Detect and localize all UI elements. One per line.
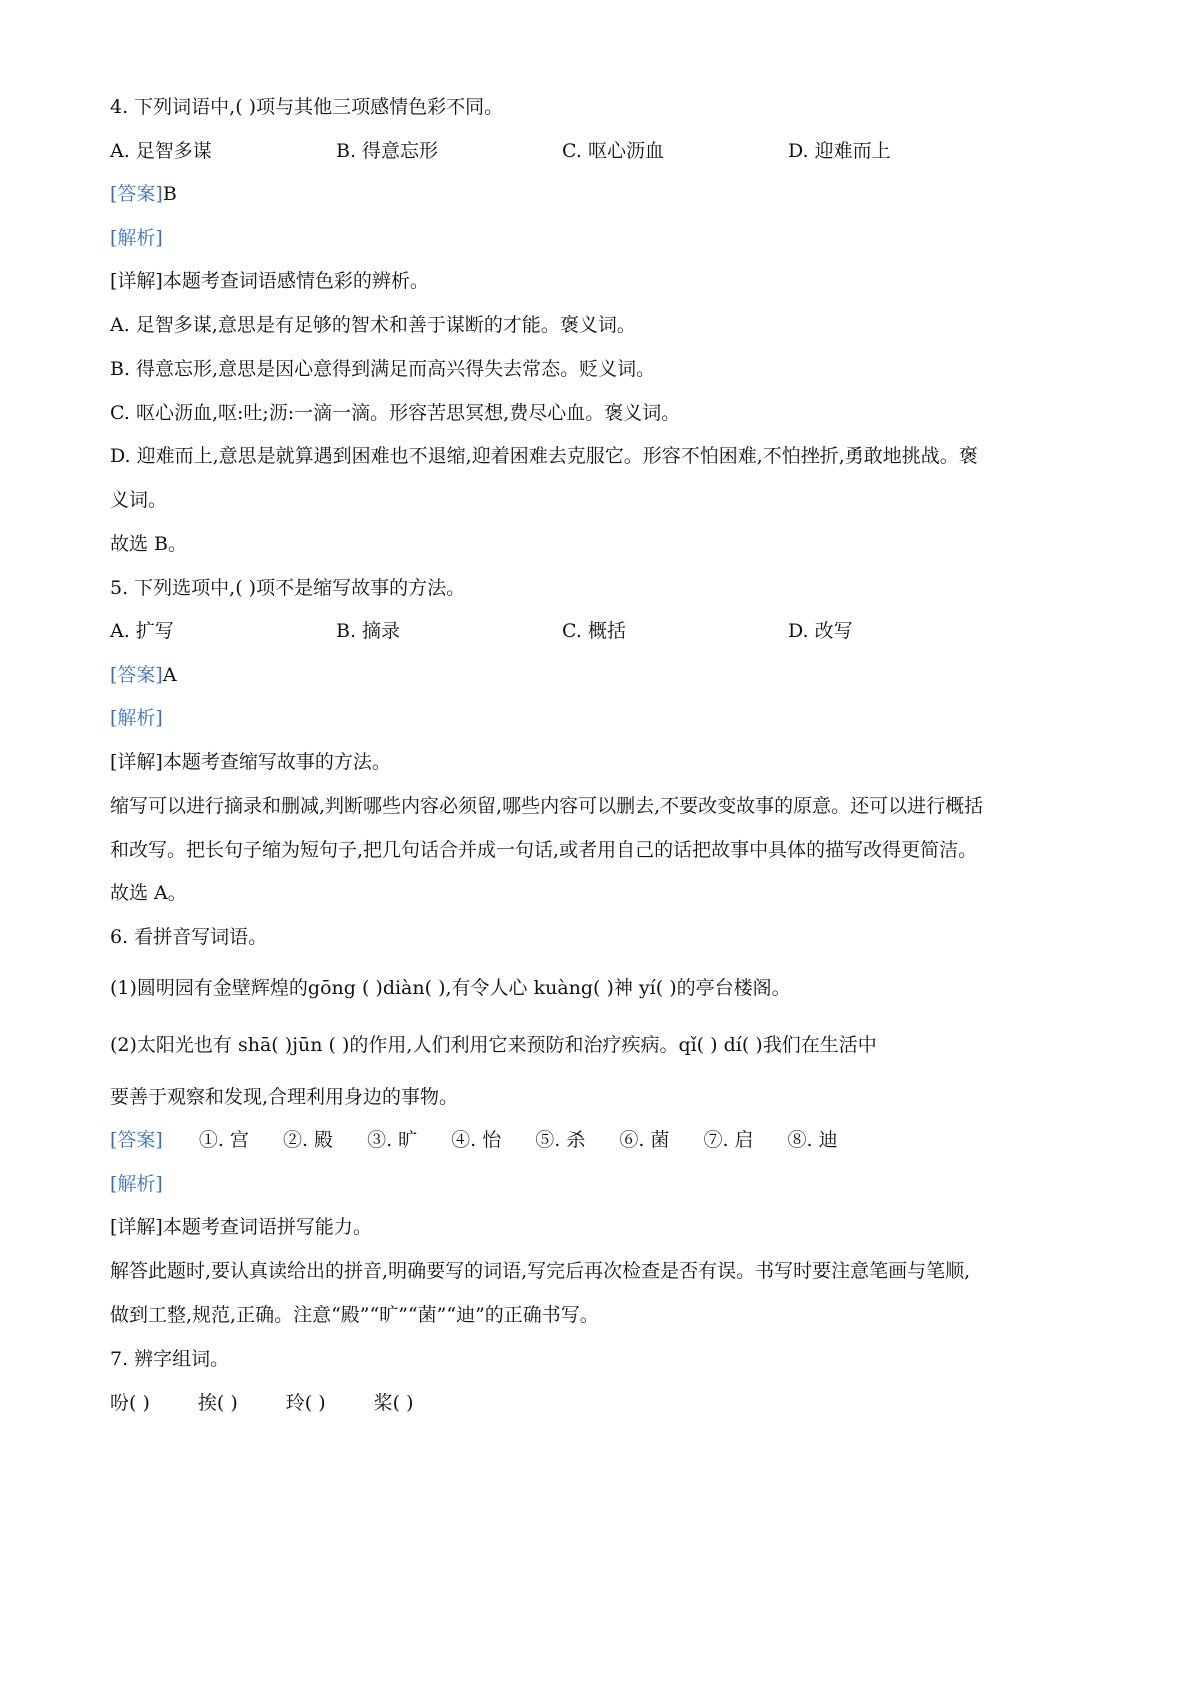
q4-line-b: B. 得意忘形,意思是因心意得到满足而高兴得失去常态。贬义词。: [110, 358, 656, 380]
q4-options: [110, 138, 1100, 164]
answer-value: A: [162, 664, 177, 686]
q7-item-2: 挨( ): [197, 1392, 238, 1414]
detail-text: 本题考查缩写故事的方法。: [162, 751, 391, 773]
q6-answer-7: ⑦. 启: [703, 1129, 754, 1151]
q5-option-d: D. 改写: [788, 620, 853, 642]
q4-answer: [110, 181, 177, 207]
q6-line-2: 做到工整,规范,正确。注意“殿”“旷”“菌”“迪”的正确书写。: [110, 1304, 599, 1326]
q6-detail: [110, 1214, 372, 1240]
answer-tag: [答案]: [110, 664, 163, 686]
q6-answer-8: ⑧. 迪: [787, 1129, 838, 1151]
q6-sentence-2: (2)太阳光也有 shā( )jūn ( )的作用,人们利用它来预防和治疗疾病。qǐ( ) dí( )我们在生活中: [110, 1034, 877, 1056]
q5-detail: [110, 749, 391, 775]
q5-analysis-tag: [解析]: [110, 707, 163, 729]
q6-sentence-1: (1)圆明园有金壁辉煌的gōng ( )diàn( ),有令人心 kuàng( )神 yí( )的亭台楼阁。: [110, 977, 791, 999]
q6-answer-3: ③. 旷: [367, 1129, 418, 1151]
detail-tag: [详解]: [110, 751, 163, 773]
q5-option-a: A. 扩写: [110, 620, 174, 642]
q7-item-1: 吩( ): [110, 1392, 150, 1414]
q7-item-4: 桨( ): [373, 1392, 414, 1414]
q4-line-a: A. 足智多谋,意思是有足够的智术和善于谋断的才能。褒义词。: [110, 314, 636, 336]
detail-text: 本题考查词语拼写能力。: [162, 1216, 372, 1238]
detail-tag: [详解]: [110, 270, 163, 292]
answer-tag: [答案]: [110, 183, 163, 205]
q6-answer-1: ①. 宫: [198, 1129, 249, 1151]
q6-answer-4: ④. 怡: [451, 1129, 502, 1151]
q4-option-b: B. 得意忘形: [336, 140, 439, 162]
q5-line-2: 和改写。把长句子缩为短句子,把几句话合并成一句话,或者用自己的话把故事中具体的描写改得更简洁。: [110, 839, 978, 861]
q5-options: [110, 618, 1100, 644]
q6-answer-6: ⑥. 菌: [619, 1129, 670, 1151]
q5-line-1: 缩写可以进行摘录和删减,判断哪些内容必须留,哪些内容可以删去,不要改变故事的原意。还可以进行概括: [110, 795, 984, 817]
q4-conclusion: 故选 B。: [110, 533, 188, 555]
q7-items: [110, 1390, 462, 1416]
q6-answer-5: ⑤. 杀: [535, 1129, 586, 1151]
q7-item-3: 玲( ): [285, 1392, 326, 1414]
q4-option-c: C. 呕心沥血: [562, 140, 664, 162]
q5-conclusion: 故选 A。: [110, 882, 187, 904]
q6-answer: [110, 1127, 872, 1153]
q4-option-d: D. 迎难而上: [788, 140, 891, 162]
q4-option-a: A. 足智多谋: [110, 140, 212, 162]
q7-stem: 7. 辨字组词。: [110, 1348, 230, 1370]
q4-detail: [110, 268, 429, 294]
detail-text: 本题考查词语感情色彩的辨析。: [162, 270, 429, 292]
detail-tag: [详解]: [110, 1216, 163, 1238]
q5-answer: [110, 662, 177, 688]
q6-answer-list: [199, 1127, 872, 1153]
q4-line-c: C. 呕心沥血,呕:吐;沥:一滴一滴。形容苦思冥想,费尽心血。褒义词。: [110, 402, 681, 424]
q4-line-d-cont: 义词。: [110, 489, 168, 511]
answer-tag: [答案]: [110, 1129, 163, 1151]
q4-line-d: D. 迎难而上,意思是就算遇到困难也不退缩,迎着困难去克服它。形容不怕困难,不怕挫折,勇敢地挑战。褒: [110, 445, 978, 467]
q6-answer-2: ②. 殿: [282, 1129, 334, 1151]
q5-stem: 5. 下列选项中,( )项不是缩写故事的方法。: [110, 577, 466, 599]
q5-option-b: B. 摘录: [336, 620, 401, 642]
q4-stem: 4. 下列词语中,( )项与其他三项感情色彩不同。: [110, 96, 504, 118]
q6-sentence-2-cont: 要善于观察和发现,合理利用身边的事物。: [110, 1086, 459, 1108]
q6-line-1: 解答此题时,要认真读给出的拼音,明确要写的词语,写完后再次检查是否有误。书写时要注意笔画与笔顺,: [110, 1260, 971, 1282]
q6-analysis-tag: [解析]: [110, 1173, 163, 1195]
answer-value: B: [162, 183, 177, 205]
q6-stem: 6. 看拼音写词语。: [110, 926, 268, 948]
q4-analysis-tag: [解析]: [110, 227, 163, 249]
q5-option-c: C. 概括: [562, 620, 626, 642]
